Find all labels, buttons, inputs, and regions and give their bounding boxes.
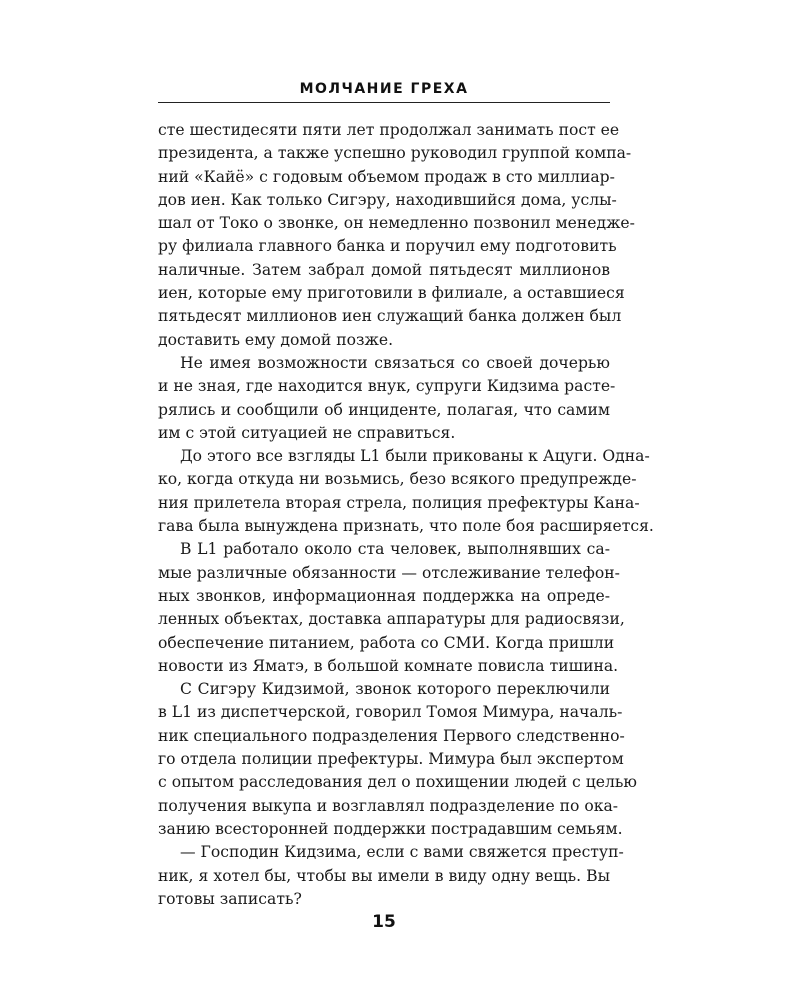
text-line: и не зная, где находится внук, супруги Кидзима расте- bbox=[158, 377, 616, 396]
text-line: обеспечение питанием, работа со СМИ. Когда пришли bbox=[158, 633, 615, 652]
text-line: доставить ему домой позже. bbox=[158, 330, 394, 349]
text-line: президента, а также успешно руководил группой компа- bbox=[158, 144, 632, 163]
text-line: новости из Яматэ, в большой комнате повисла тишина. bbox=[158, 656, 619, 675]
text-line: До этого все взгляды L1 были прикованы к Ацуги. Одна- bbox=[180, 447, 650, 466]
text-line: занию всесторонней поддержки пострадавшим семьям. bbox=[158, 819, 623, 838]
text-line: готовы записать? bbox=[158, 889, 302, 908]
text-line: рялись и сообщили об инциденте, полагая, что самим bbox=[158, 400, 610, 419]
text-line: дов иен. Как только Сигэру, находившийся дома, услы- bbox=[158, 190, 617, 209]
text-line: В L1 работало около ста человек, выполнявших са- bbox=[180, 540, 610, 559]
text-line: иен, которые ему приготовили в филиале, а оставшиеся bbox=[158, 284, 625, 303]
body-text bbox=[158, 119, 654, 911]
text-line: ных звонков, информационная поддержка на опреде- bbox=[158, 586, 610, 605]
text-line: ру филиала главного банка и поручил ему подготовить bbox=[158, 237, 617, 256]
text-line: — Господин Кидзима, если с вами свяжется преступ- bbox=[180, 843, 624, 862]
text-line: им с этой ситуацией не справиться. bbox=[158, 423, 456, 442]
text-line: мые различные обязанности — отслеживание телефон- bbox=[158, 563, 620, 582]
text-line: пятьдесят миллионов иен служащий банка должен был bbox=[158, 307, 622, 326]
text-line: ний «Кайё» с годовым объемом продаж в сто миллиар- bbox=[158, 167, 615, 186]
text-line: шал от Токо о звонке, он немедленно позвонил менедже- bbox=[158, 214, 635, 233]
text-line: ник специального подразделения Первого следственно- bbox=[158, 726, 625, 745]
text-line: наличные. Затем забрал домой пятьдесят миллионов bbox=[158, 260, 610, 279]
running-title: МОЛЧАНИЕ ГРЕХА bbox=[299, 81, 469, 97]
text-line: ник, я хотел бы, чтобы вы имели в виду одну вещь. Вы bbox=[158, 866, 610, 885]
text-line: ния прилетела вторая стрела, полиция префектуры Кана- bbox=[158, 493, 640, 512]
text-line: сте шестидесяти пяти лет продолжал занимать пост ее bbox=[158, 121, 620, 139]
text-line: Не имея возможности связаться со своей дочерью bbox=[180, 353, 610, 372]
text-line: получения выкупа и возглавлял подразделение по ока- bbox=[158, 796, 619, 815]
text-line: с опытом расследования дел о похищении людей с целью bbox=[158, 773, 637, 792]
text-line: в L1 из диспетчерской, говорил Томоя Мимура, началь- bbox=[158, 703, 623, 722]
text-line: ко, когда откуда ни возьмись, безо всякого предупрежде- bbox=[158, 470, 637, 489]
header-rule bbox=[158, 102, 610, 103]
text-line: гава была вынуждена признать, что поле боя расширяется. bbox=[158, 517, 654, 536]
page-number: 15 bbox=[372, 912, 396, 932]
text-line: ленных объектах, доставка аппаратуры для радиосвязи, bbox=[158, 610, 625, 629]
text-line: го отдела полиции префектуры. Мимура был экспертом bbox=[158, 750, 624, 769]
text-line: С Сигэру Кидзимой, звонок которого переключили bbox=[180, 680, 610, 699]
